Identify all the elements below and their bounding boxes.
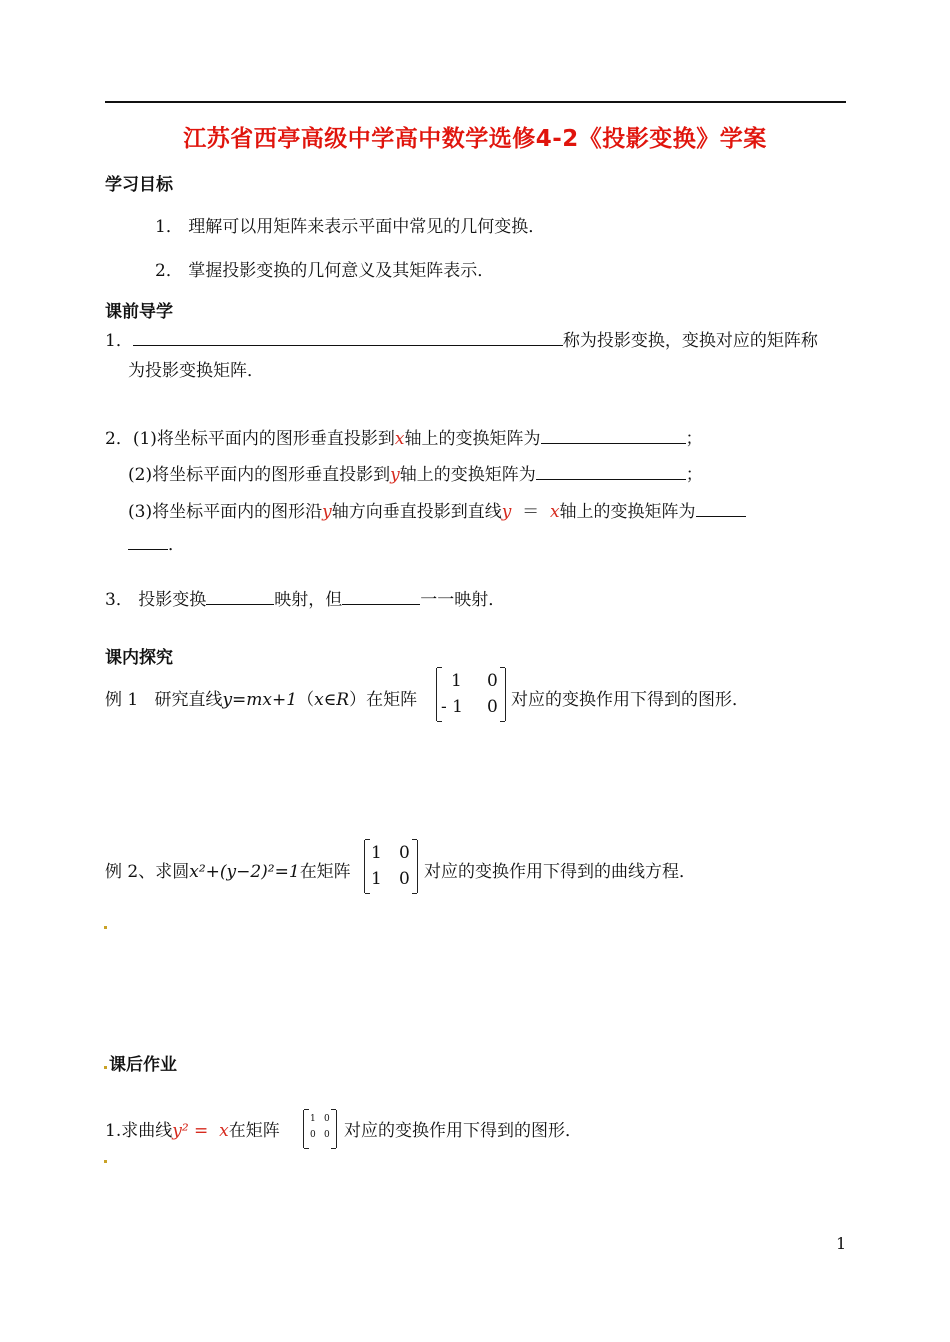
homework-q1-text-b: 在矩阵: [228, 1121, 280, 1141]
matrix-cell: - 1: [441, 697, 463, 717]
matrix-cell: 0: [324, 1114, 330, 1124]
pre-q1-number: 1．: [105, 331, 133, 351]
matrix-cell: 1: [371, 869, 382, 889]
matrix-cell: 0: [310, 1130, 316, 1140]
pre-q2c-text-post: 轴上的变换矩阵为: [559, 502, 696, 522]
pre-q1-blank[interactable]: [133, 329, 563, 346]
section-goals-heading: 学习目标: [105, 175, 173, 195]
pre-q1-tail: 称为投影变换，变换对应的矩阵称: [562, 331, 818, 351]
matrix-cell: 0: [487, 671, 498, 691]
example-2-line: [105, 857, 351, 882]
pre-q2c-line: [128, 497, 746, 522]
homework-q1-line: [105, 1116, 280, 1141]
pre-q3-text-b: 映射，但: [274, 590, 343, 610]
pre-q3-blank-1[interactable]: [206, 588, 274, 605]
top-rule: [105, 101, 846, 103]
pre-q3-line: [105, 585, 505, 610]
pre-q2c-variable: y: [322, 502, 332, 522]
section-pre-heading: 课前导学: [105, 302, 173, 322]
pre-q3-text-c: 一一映射．: [420, 590, 506, 610]
edit-mark: [104, 926, 107, 929]
pre-q2b-blank[interactable]: [536, 463, 686, 480]
edit-mark: [104, 1066, 107, 1069]
goal-item-2: 2． 掌握投影变换的几何意义及其矩阵表示．: [155, 261, 495, 281]
pre-q2b-text: (2)将坐标平面内的图形垂直投影到: [128, 465, 391, 485]
section-homework-heading: 课后作业: [109, 1055, 177, 1075]
pre-q2a-text-post: 轴上的变换矩阵为: [404, 429, 541, 449]
example-1-label: 例 1: [105, 690, 139, 710]
pre-q2c-equals: ＝: [522, 502, 540, 522]
example-1-matrix: [436, 668, 506, 721]
section-inclass-heading: 课内探究: [105, 648, 173, 668]
pre-q2a-variable: x: [394, 429, 405, 449]
pre-q3-blank-2[interactable]: [342, 588, 420, 605]
pre-q1-continuation: 为投影变换矩阵．: [128, 361, 264, 381]
matrix-cell: 0: [324, 1130, 330, 1140]
matrix-cell: 1: [451, 671, 462, 691]
example-1-R: R: [336, 690, 350, 710]
example-1-paren-open: （: [297, 690, 315, 710]
example-1-text-a: 研究直线: [154, 690, 223, 710]
example-2-matrix: [364, 840, 418, 893]
pre-q2a-line: [105, 424, 703, 449]
pre-q2c-text-mid: 轴方向垂直投影到直线: [331, 502, 502, 522]
homework-q1-text-a: 1.求曲线: [105, 1121, 173, 1141]
pre-q2a-end: ；: [685, 429, 703, 449]
example-1-in: ∈: [323, 690, 337, 710]
pre-q2b-end: ；: [685, 465, 703, 485]
homework-q1-x: x: [219, 1121, 229, 1141]
pre-q2c-blank-cont[interactable]: [128, 533, 168, 550]
example-1-line: [105, 685, 417, 710]
homework-q1-equation: y² =: [172, 1121, 209, 1141]
pre-q2c-end: ．: [168, 535, 185, 555]
example-2-tail: 对应的变换作用下得到的曲线方程．: [424, 862, 696, 882]
page-title: 江苏省西亭高级中学高中数学选修4-2《投影变换》学案: [183, 126, 767, 152]
pre-q2c-variable-3: x: [549, 502, 560, 522]
pre-q2a-text: (1)将坐标平面内的图形垂直投影到: [132, 429, 395, 449]
pre-q2c-blank[interactable]: [696, 500, 746, 517]
homework-q1-tail: 对应的变换作用下得到的图形．: [344, 1121, 582, 1141]
homework-q1-matrix: [303, 1110, 337, 1148]
pre-q2c-variable-2: y: [501, 502, 512, 522]
example-1-text-c: ）在矩阵: [349, 690, 418, 710]
example-1-tail: 对应的变换作用下得到的图形．: [511, 690, 749, 710]
pre-q2c-text: (3)将坐标平面内的图形沿: [128, 502, 323, 522]
edit-mark: [104, 1160, 107, 1163]
pre-q2c-line-2: [128, 530, 185, 555]
example-2-text-a: 例 2、求圆: [105, 862, 190, 882]
pre-q2b-line: [128, 460, 703, 485]
goal-item-1: 1． 理解可以用矩阵来表示平面中常见的几何变换．: [155, 217, 546, 237]
pre-q3-number: 3．: [105, 590, 133, 610]
pre-q2a-blank[interactable]: [541, 427, 686, 444]
matrix-cell: 0: [399, 843, 410, 863]
pre-q2b-variable: y: [390, 465, 400, 485]
matrix-cell: 1: [371, 843, 382, 863]
pre-q2-number: 2．: [105, 429, 133, 449]
pre-q2b-text-post: 轴上的变换矩阵为: [399, 465, 536, 485]
matrix-cell: 1: [310, 1114, 316, 1124]
example-2-text-b: 在矩阵: [299, 862, 351, 882]
example-1-equation: y=mx+1: [222, 690, 298, 710]
pre-q3-text-a: 投影变换: [138, 590, 207, 610]
matrix-cell: 0: [487, 697, 498, 717]
pre-q1-line: [105, 326, 818, 351]
example-2-equation: x²+(y−2)²=1: [189, 862, 300, 882]
page-number: 1: [836, 1234, 847, 1253]
matrix-cell: 0: [399, 869, 410, 889]
example-1-x: x: [314, 690, 324, 710]
